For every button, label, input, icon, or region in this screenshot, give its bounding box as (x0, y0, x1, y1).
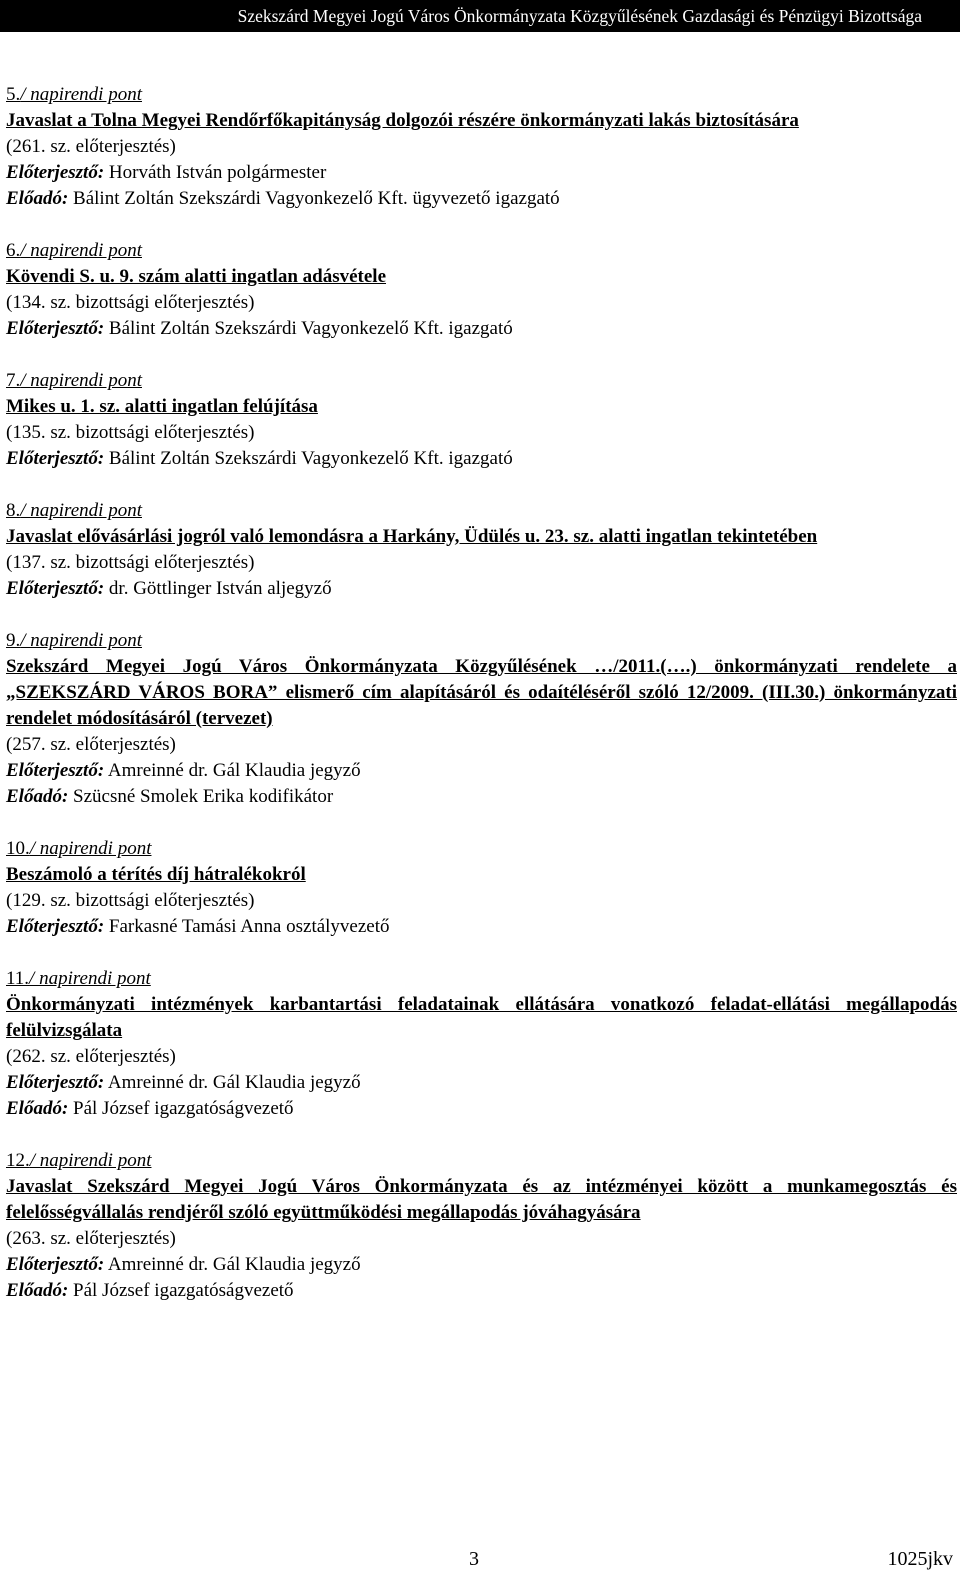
presenter-line (6, 758, 957, 784)
agenda-item-title: Mikes u. 1. sz. alatti ingatlan felújítása (6, 396, 318, 417)
speaker-label: Előadó: (6, 188, 69, 209)
document-code: 1025jkv (887, 1548, 953, 1570)
agenda-item-title: Kövendi S. u. 9. szám alatti ingatlan adásvétele (6, 266, 387, 287)
submission-reference: (135. sz. bizottsági előterjesztés) (6, 422, 255, 443)
speaker-name: Szücsné Smolek Erika kodifikátor (68, 786, 334, 807)
presenter-label: Előterjesztő: (6, 760, 105, 781)
agenda-item-number: 12./ napirendi pont (6, 1150, 152, 1171)
agenda-item-number: 7./ napirendi pont (6, 370, 142, 391)
presenter-label: Előterjesztő: (6, 448, 105, 469)
submission-reference: (129. sz. bizottsági előterjesztés) (6, 890, 255, 911)
submission-reference: (134. sz. bizottsági előterjesztés) (6, 292, 255, 313)
agenda-item (6, 498, 957, 602)
presenter-label: Előterjesztő: (6, 916, 105, 937)
agenda-item-number: 8./ napirendi pont (6, 500, 142, 521)
presenter-name: Farkasné Tamási Anna osztályvezető (104, 916, 390, 937)
agenda-item-title: Javaslat Szekszárd Megyei Jogú Város Önkormányzata és az intézményei között a munkamegosztás és felelősségvállalás rendjéről szóló együttműködési megállapodás jóváhagyására (6, 1176, 957, 1223)
page-header (0, 0, 960, 32)
agenda-item-number: 9./ napirendi pont (6, 630, 142, 651)
agenda-item (6, 238, 957, 342)
presenter-line (6, 914, 957, 940)
speaker-line (6, 186, 957, 212)
agenda-item (6, 1148, 957, 1304)
submission-reference: (257. sz. előterjesztés) (6, 734, 176, 755)
presenter-name: Bálint Zoltán Szekszárdi Vagyonkezelő Kft. igazgató (104, 318, 513, 339)
agenda-item-number: 11./ napirendi pont (6, 968, 151, 989)
presenter-line (6, 446, 957, 472)
presenter-line (6, 1252, 957, 1278)
agenda-item-title: Önkormányzati intézmények karbantartási feladatainak ellátására vonatkozó feladat-ellátási megállapodás felülvizsgálata (6, 994, 957, 1041)
speaker-name: Pál József igazgatóságvezető (68, 1280, 294, 1301)
agenda-item-number: 6./ napirendi pont (6, 240, 142, 261)
agenda-item-title: Javaslat elővásárlási jogról való lemondásra a Harkány, Üdülés u. 23. sz. alatti ingatlan tekintetében (6, 526, 818, 547)
submission-reference: (262. sz. előterjesztés) (6, 1046, 176, 1067)
speaker-line (6, 1096, 957, 1122)
speaker-line (6, 784, 957, 810)
presenter-name: Amreinné dr. Gál Klaudia jegyző (104, 1254, 361, 1275)
speaker-line (6, 1278, 957, 1304)
page-number: 3 (469, 1548, 479, 1570)
presenter-name: Amreinné dr. Gál Klaudia jegyző (104, 1072, 361, 1093)
speaker-name: Bálint Zoltán Szekszárdi Vagyonkezelő Kft. ügyvezető igazgató (68, 188, 560, 209)
agenda-item (6, 628, 957, 810)
presenter-line (6, 316, 957, 342)
presenter-label: Előterjesztő: (6, 318, 105, 339)
presenter-label: Előterjesztő: (6, 162, 105, 183)
presenter-label: Előterjesztő: (6, 578, 105, 599)
agenda-item (6, 966, 957, 1122)
agenda-item-title: Javaslat a Tolna Megyei Rendőrfőkapitányság dolgozói részére önkormányzati lakás biztosítására (6, 110, 799, 131)
speaker-label: Előadó: (6, 1280, 69, 1301)
presenter-name: Horváth István polgármester (104, 162, 327, 183)
presenter-label: Előterjesztő: (6, 1254, 105, 1275)
speaker-name: Pál József igazgatóságvezető (68, 1098, 294, 1119)
submission-reference: (263. sz. előterjesztés) (6, 1228, 176, 1249)
presenter-name: Bálint Zoltán Szekszárdi Vagyonkezelő Kft. igazgató (104, 448, 513, 469)
submission-reference: (261. sz. előterjesztés) (6, 136, 176, 157)
speaker-label: Előadó: (6, 1098, 69, 1119)
agenda-item-number: 10./ napirendi pont (6, 838, 152, 859)
presenter-name: dr. Göttlinger István aljegyző (104, 578, 332, 599)
agenda-item-title: Beszámoló a térítés díj hátralékokról (6, 864, 306, 885)
presenter-line (6, 1070, 957, 1096)
agenda-item (6, 82, 957, 212)
agenda-item-title: Szekszárd Megyei Jogú Város Önkormányzata Közgyűlésének …/2011.(….) önkormányzati rendelete a „SZEKSZÁRD VÁROS BORA” elismerő cím alapításáról és odaítéléséről szóló 12/2009. (III.30.) önkormányzati rendelet módosításáról (tervezet) (6, 656, 957, 729)
agenda-list (6, 82, 957, 1330)
speaker-label: Előadó: (6, 786, 69, 807)
submission-reference: (137. sz. bizottsági előterjesztés) (6, 552, 255, 573)
presenter-name: Amreinné dr. Gál Klaudia jegyző (104, 760, 361, 781)
agenda-item (6, 368, 957, 472)
presenter-label: Előterjesztő: (6, 1072, 105, 1093)
presenter-line (6, 576, 957, 602)
header-title: Szekszárd Megyei Jogú Város Önkormányzata Közgyűlésének Gazdasági és Pénzügyi Bizottsága (237, 6, 922, 26)
agenda-item (6, 836, 957, 940)
presenter-line (6, 160, 957, 186)
agenda-item-number: 5./ napirendi pont (6, 84, 142, 105)
